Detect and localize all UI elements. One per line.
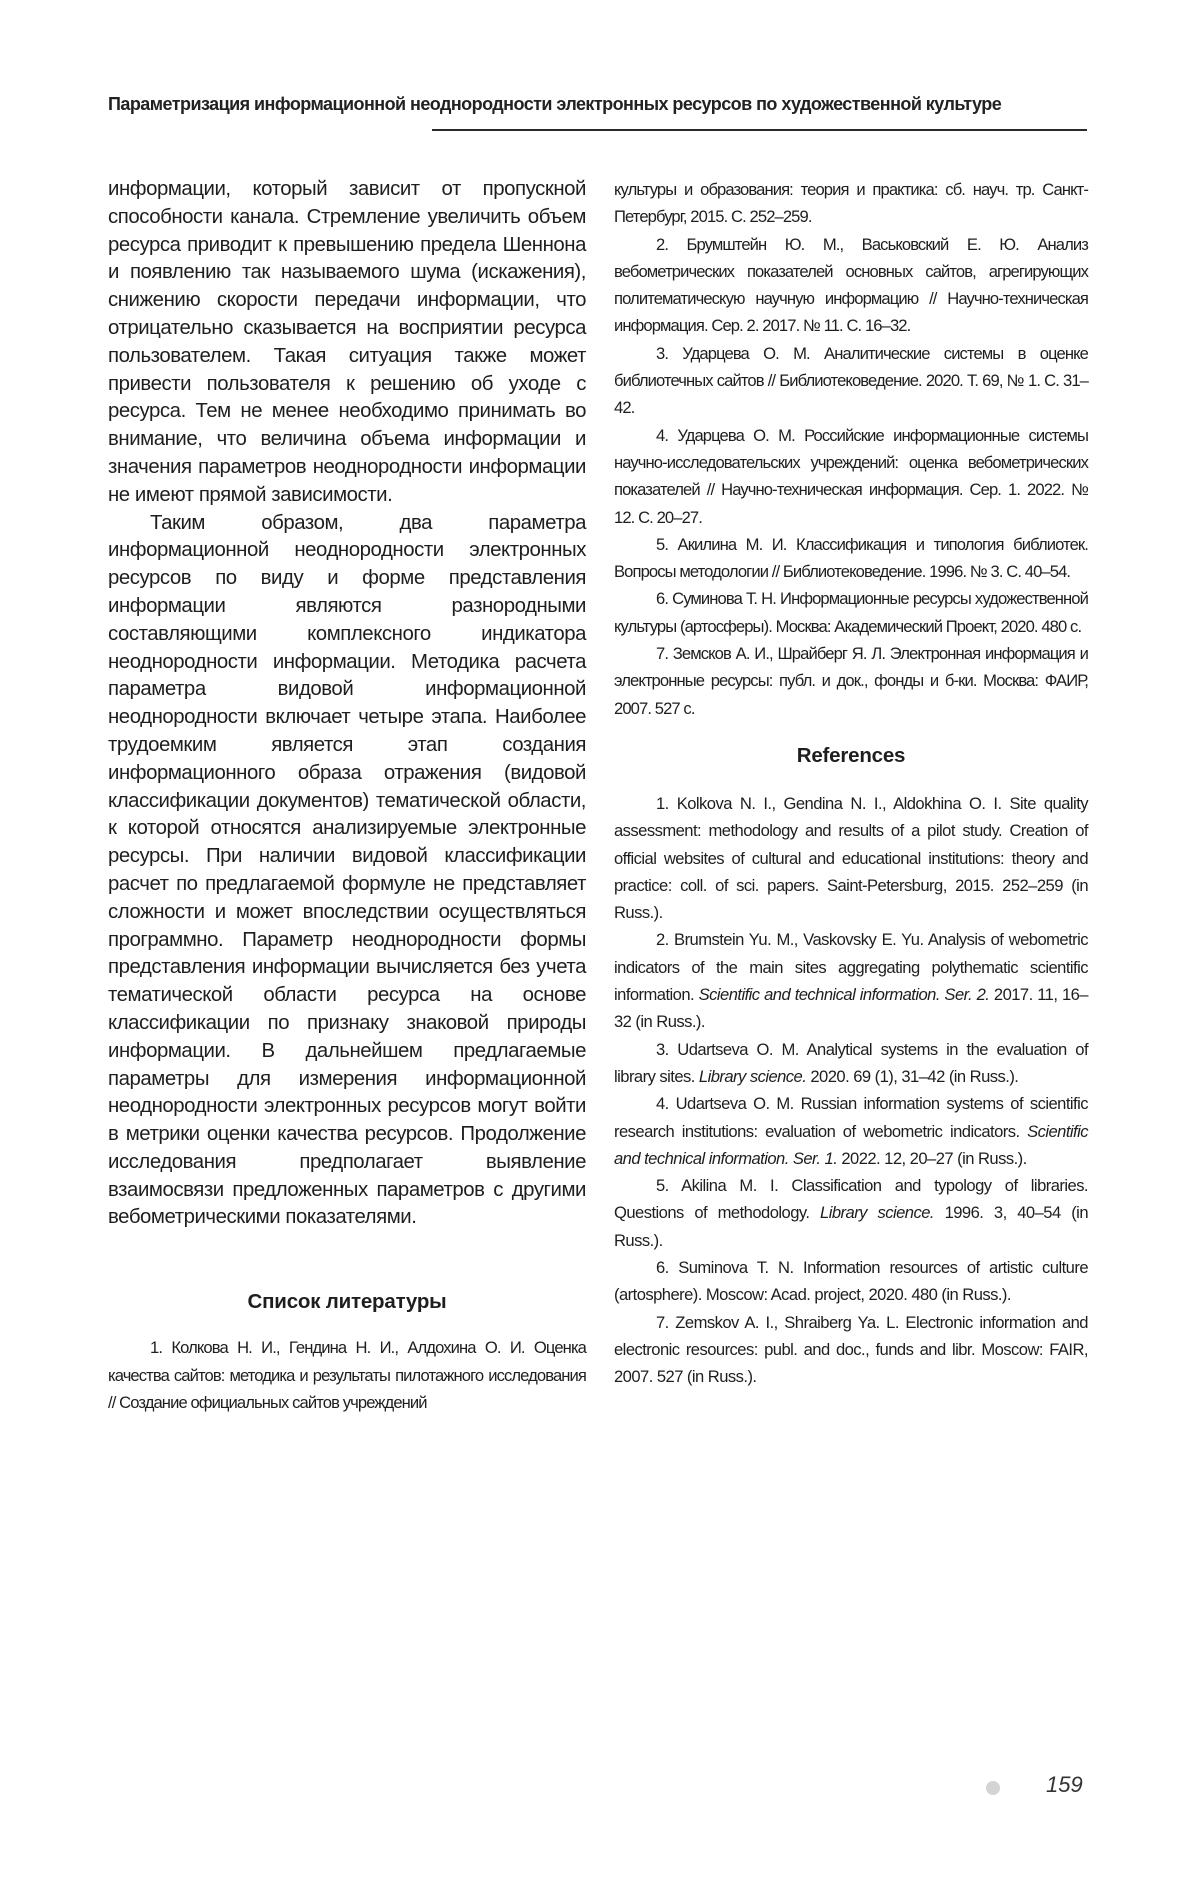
reference-item-en: 1. Kolkova N. I., Gendina N. I., Aldokhina O. I. Site quality assessment: methodology and results of a pilot study. Creation of official websites of cultural and educational institutions: theory and practice: coll. of sci. papers. Saint-Petersburg, 2015. 252–259 (in Russ.). xyxy=(614,793,1088,923)
reference-item-en: 5. Akilina M. I. Classification and typology of libraries. Questions of methodology. Library science. 1996. 3, 40–54 (in Russ.). xyxy=(614,1176,1089,1250)
references-en-list xyxy=(614,790,1088,1391)
page-dot-icon xyxy=(986,1781,1000,1795)
reference-item-en: 7. Zemskov A. I., Shraiberg Ya. L. Electronic information and electronic resources: publ. and doc., funds and libr. Moscow: FAIR, 2007. 527 (in Russ.). xyxy=(614,1312,1088,1387)
reference-item: 5. Акилина М. И. Классификация и типология библиотек. Вопросы методологии // Библиотековедение. 1996. № 3. С. 40–54. xyxy=(614,534,1088,582)
body-paragraph: Таким образом, два параметра информационной неоднородности электронных ресурсов по виду и форме представления информации являются разнородными составляющими комплексного индикатора неоднородности информации. Методика расчета параметра видовой информационной неоднородности включает четыре этапа. Наиболее трудоемким является этап создания информационного образа отражения (видовой классификации документов) тематической области, к которой относятся анализируемые электронные ресурсы. При наличии видовой классификации расчет по предлагаемой формуле не представляет сложности и может впоследствии осуществляться программно. Параметр неоднородности формы представления информации вычисляется без учета тематической области ресурса на основе классификации по признаку знаковой природы информации. В дальнейшем предлагаемые параметры для измерения информационной неоднородности электронных ресурсов могут войти в метрики оценки качества ресурсов. Продолжение исследования предполагает выявление взаимосвязи предложенных параметров с другими вебометрическими показателями. xyxy=(108,511,586,1229)
reference-item-en: 6. Suminova T. N. Information resources of artistic culture (artosphere). Moscow: Acad. project, 2020. 480 (in Russ.). xyxy=(614,1257,1088,1305)
reference-item-en: 2. Brumstein Yu. M., Vaskovsky E. Yu. Analysis of webometric indicators of the main sites aggregating polythematic scientific information. Scientific and technical information. Ser. 2. 2017. 11, 16–32 (in Russ.). xyxy=(614,930,1088,1032)
header-rule xyxy=(432,129,1087,131)
right-column xyxy=(614,176,1088,1390)
reference-item: 3. Ударцева О. М. Аналитические системы в оценке библиотечных сайтов // Библиотековедение. 2020. Т. 69, № 1. С. 31–42. xyxy=(614,343,1088,418)
article-body xyxy=(108,176,586,1232)
reference-item: 6. Суминова Т. Н. Информационные ресурсы художественной культуры (артосферы). Москва: Академический Проект, 2020. 480 с. xyxy=(614,589,1088,636)
reference-item: 1. Колкова Н. И., Гендина Н. И., Алдохина О. И. Оценка качества сайтов: методика и результаты пилотажного исследования // Создание официальных сайтов учреждений xyxy=(108,1338,586,1412)
reference-item-continuation: культуры и образования: теория и практика: сб. науч. тр. Санкт-Петербург, 2015. С. 252–259. xyxy=(614,180,1088,227)
reference-item-en: 4. Udartseva O. M. Russian information systems of scientific research institutions: evaluation of webometric indicators. Scientific and technical information. Ser. 1. 2022. 12, 20–27 (in Russ.). xyxy=(614,1094,1088,1168)
reference-item: 2. Брумштейн Ю. М., Васьковский Е. Ю. Анализ вебометрических показателей основных сайтов, агрегирующих политематическую научную информацию // Научно-техническая информация. Сер. 2. 2017. № 11. С. 16–32. xyxy=(614,234,1088,336)
reference-item-en: 3. Udartseva O. M. Analytical systems in the evaluation of library sites. Library science. 2020. 69 (1), 31–42 (in Russ.). xyxy=(614,1039,1088,1086)
references-title-en: References xyxy=(796,743,906,767)
page-number: 159 xyxy=(1046,1772,1083,1797)
running-header: Параметризация информационной неоднородности электронных ресурсов по художественной культуре xyxy=(108,94,1002,114)
reference-item: 7. Земсков А. И., Шрайберг Я. Л. Электронная информация и электронные ресурсы: публ. и док., фонды и б-ки. Москва: ФАИР, 2007. 527 с. xyxy=(614,644,1088,718)
body-paragraph: информации, который зависит от пропускной способности канала. Стремление увеличить объем ресурса приводит к превышению предела Шеннона и появлению так называемого шума (искажения), снижению скорости передачи информации, что отрицательно сказывается на восприятии ресурса пользователем. Такая ситуация также может привести пользователя к решению об уходе с ресурса. Тем не менее необходимо принимать во внимание, что величина объема информации и значения параметров неоднородности информации не имеют прямой зависимости. xyxy=(108,178,586,506)
reference-item: 4. Ударцева О. М. Российские информационные системы научно-исследовательских учреждений: оценка вебометрических показателей // Научно-техническая информация. Сер. 1. 2022. № 12. С. 20–27. xyxy=(614,425,1088,527)
references-title-ru: Список литературы xyxy=(247,1290,447,1314)
left-column xyxy=(108,176,586,1416)
